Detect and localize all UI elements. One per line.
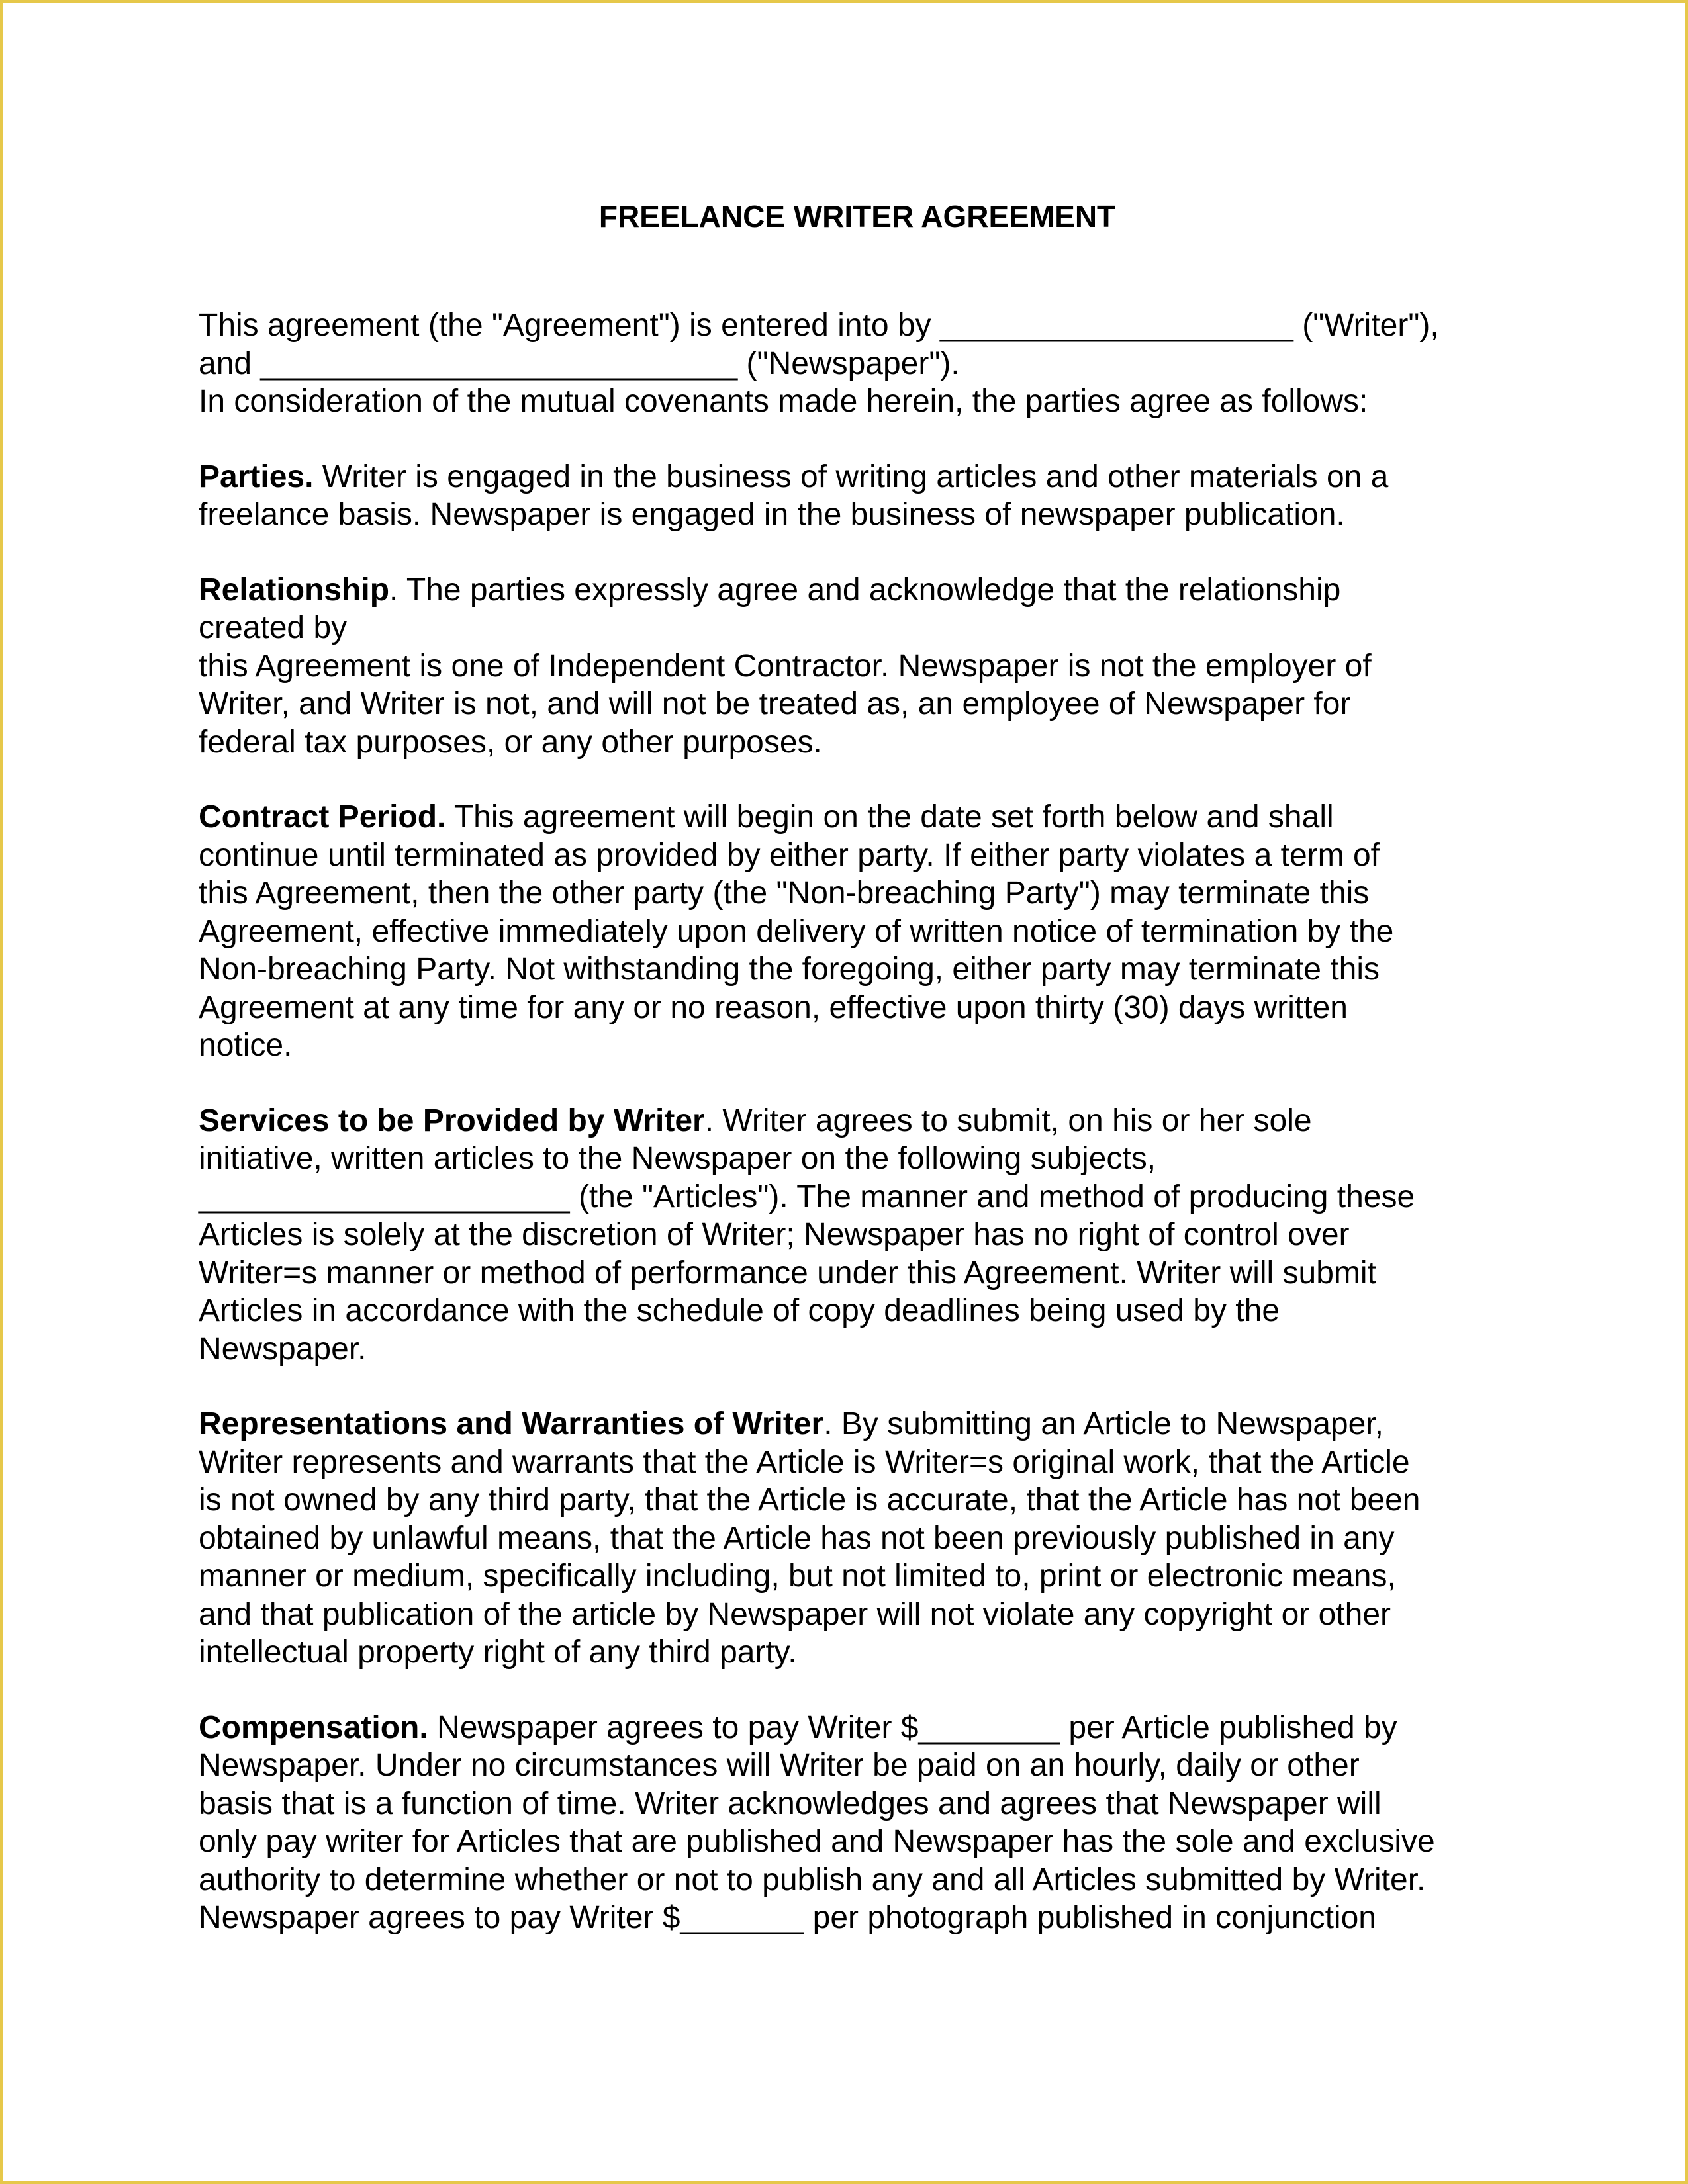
relationship-line-5: federal tax purposes, or any other purposes. bbox=[199, 724, 822, 760]
compensation-line-6 bbox=[199, 1899, 1509, 1937]
intro-paragraph bbox=[199, 306, 1509, 421]
compensation-section bbox=[199, 1709, 1509, 1937]
contract-period-section bbox=[199, 798, 1509, 1065]
services-line-2: initiative, written articles to the Newspaper on the following subjects, bbox=[199, 1141, 1156, 1176]
relationship-line-2: created by bbox=[199, 610, 348, 645]
contract-period-line-4: Agreement, effective immediately upon delivery of written notice of termination by the bbox=[199, 913, 1394, 949]
contract-period-line-5: Non-breaching Party. Not withstanding the foregoing, either party may terminate this bbox=[199, 952, 1380, 987]
representations-line-5: manner or medium, specifically including, but not limited to, print or electronic means, bbox=[199, 1559, 1396, 1594]
services-heading: Services to be Provided by Writer bbox=[199, 1103, 705, 1138]
intro-text: This agreement (the "Agreement") is entered into by bbox=[199, 308, 940, 343]
subjects-blank: _____________________ bbox=[199, 1179, 570, 1214]
services-line-5: Writer=s manner or method of performance under this Agreement. Writer will submit bbox=[199, 1255, 1376, 1291]
compensation-line-1 bbox=[199, 1709, 1509, 1747]
representations-line-3: is not owned by any third party, that the Article is accurate, that the Article has not been bbox=[199, 1482, 1421, 1518]
contract-period-line-6: Agreement at any time for any or no reason, effective upon thirty (30) days written bbox=[199, 989, 1348, 1025]
compensation-line-5: authority to determine whether or not to publish any and all Articles submitted by Writer. bbox=[199, 1862, 1426, 1897]
agreement-document bbox=[199, 193, 1509, 1974]
intro-line-1 bbox=[199, 306, 1509, 345]
relationship-line-3: this Agreement is one of Independent Contractor. Newspaper is not the employer of bbox=[199, 648, 1372, 684]
compensation-text: Newspaper agrees to pay Writer $ bbox=[428, 1709, 919, 1745]
representations-text: . By submitting an Article to Newspaper, bbox=[823, 1406, 1383, 1441]
contract-period-line-3: this Agreement, then the other party (the "Non-breaching Party") may terminate this bbox=[199, 876, 1370, 911]
parties-section bbox=[199, 458, 1509, 534]
document-title: FREELANCE WRITER AGREEMENT bbox=[598, 199, 1116, 234]
services-text: (the "Articles"). The manner and method of producing these bbox=[569, 1179, 1415, 1214]
parties-line-2: freelance basis. Newspaper is engaged in the business of newspaper publication. bbox=[199, 497, 1345, 532]
intro-text: and bbox=[199, 345, 261, 381]
intro-text: ("Writer"), bbox=[1293, 308, 1439, 343]
photo-fee-blank: _______ bbox=[680, 1900, 804, 1935]
parties-heading: Parties. bbox=[199, 459, 314, 494]
compensation-line-3: basis that is a function of time. Writer acknowledges and agrees that Newspaper will bbox=[199, 1786, 1382, 1821]
representations-section bbox=[199, 1405, 1509, 1672]
compensation-line-2: Newspaper. Under no circumstances will Writer be paid on an hourly, daily or other bbox=[199, 1748, 1360, 1783]
representations-line-1 bbox=[199, 1405, 1509, 1443]
relationship-line-4: Writer, and Writer is not, and will not be treated as, an employee of Newspaper for bbox=[199, 686, 1351, 721]
parties-text: Writer is engaged in the business of writing articles and other materials on a bbox=[313, 459, 1389, 494]
services-line-6: Articles in accordance with the schedule of copy deadlines being used by the bbox=[199, 1293, 1280, 1328]
compensation-text: Newspaper agrees to pay Writer $ bbox=[199, 1900, 680, 1935]
parties-line-1 bbox=[199, 458, 1509, 496]
representations-line-7: intellectual property right of any third party. bbox=[199, 1635, 797, 1670]
representations-heading: Representations and Warranties of Writer bbox=[199, 1406, 824, 1441]
compensation-text: per photograph published in conjunction bbox=[804, 1900, 1376, 1935]
intro-text: ("Newspaper"). bbox=[737, 345, 960, 381]
article-fee-blank: ________ bbox=[918, 1709, 1060, 1745]
services-line-1 bbox=[199, 1102, 1509, 1140]
relationship-heading: Relationship bbox=[199, 572, 390, 608]
contract-period-line-1 bbox=[199, 798, 1509, 837]
services-line-7: Newspaper. bbox=[199, 1331, 367, 1367]
representations-line-2: Writer represents and warrants that the Article is Writer=s original work, that the Article bbox=[199, 1444, 1410, 1480]
contract-period-line-7: notice. bbox=[199, 1028, 293, 1063]
compensation-heading: Compensation. bbox=[199, 1709, 428, 1745]
services-line-3 bbox=[199, 1178, 1509, 1216]
representations-line-6: and that publication of the article by Newspaper will not violate any copyright or other bbox=[199, 1596, 1391, 1632]
writer-name-blank: ____________________ bbox=[939, 308, 1293, 343]
representations-line-4: obtained by unlawful means, that the Article has not been previously published in any bbox=[199, 1520, 1395, 1556]
intro-line-2 bbox=[199, 345, 1509, 383]
services-text: . Writer agrees to submit, on his or her sole bbox=[704, 1103, 1312, 1138]
contract-period-line-2: continue until terminated as provided by either party. If either party violates a term of bbox=[199, 837, 1380, 873]
intro-line-3: In consideration of the mutual covenants made herein, the parties agree as follows: bbox=[199, 384, 1368, 419]
services-line-4: Articles is solely at the discretion of Writer; Newspaper has no right of control over bbox=[199, 1217, 1350, 1252]
relationship-section bbox=[199, 571, 1509, 762]
compensation-line-4: only pay writer for Articles that are published and Newspaper has the sole and exclusive bbox=[199, 1824, 1435, 1859]
relationship-text: . The parties expressly agree and acknowledge that the relationship bbox=[389, 572, 1341, 608]
services-section bbox=[199, 1102, 1509, 1369]
contract-period-text: This agreement will begin on the date set forth below and shall bbox=[445, 799, 1334, 835]
compensation-text: per Article published by bbox=[1060, 1709, 1397, 1745]
newspaper-name-blank: ___________________________ bbox=[260, 345, 738, 381]
contract-period-heading: Contract Period. bbox=[199, 799, 446, 835]
relationship-line-1 bbox=[199, 571, 1509, 610]
